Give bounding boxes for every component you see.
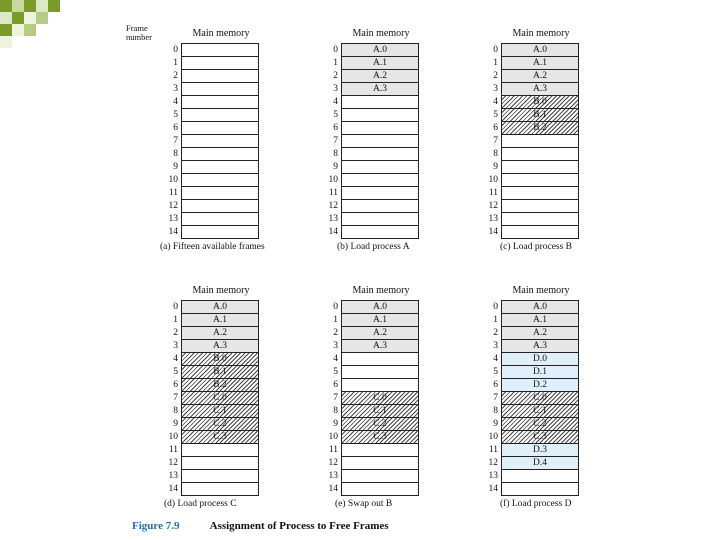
memory-frame — [173, 57, 259, 70]
frame-index: 3 — [493, 341, 498, 351]
page-label: A.3 — [373, 84, 387, 94]
frame-index: 3 — [173, 84, 178, 94]
frame-index: 6 — [173, 123, 178, 133]
frame-index: 4 — [493, 97, 498, 107]
frame-index: 1 — [333, 58, 338, 68]
frame-index: 0 — [173, 302, 178, 312]
frame-index: 12 — [168, 458, 178, 468]
page-label: A.3 — [533, 341, 547, 351]
memory-frame — [493, 161, 579, 174]
frame-index: 14 — [488, 484, 498, 494]
memory-frame — [493, 57, 579, 70]
frame-index: 14 — [168, 227, 178, 237]
page-label: C.2 — [213, 419, 227, 429]
frame-index: 7 — [493, 136, 498, 146]
memory-frame — [493, 148, 579, 161]
memory-frame — [333, 135, 419, 148]
frame-index: 1 — [493, 58, 498, 68]
frame-index: 5 — [333, 367, 338, 377]
frame-list — [488, 300, 579, 496]
page-label: B.0 — [213, 354, 227, 364]
memory-frame — [173, 122, 259, 135]
frame-index: 5 — [173, 367, 178, 377]
memory-frame — [173, 109, 259, 122]
memory-frame — [173, 340, 259, 353]
page-label: A.2 — [533, 328, 547, 338]
page-label: D.2 — [533, 380, 547, 390]
memory-frame — [493, 340, 579, 353]
memory-frame — [173, 392, 259, 405]
memory-frame — [493, 109, 579, 122]
memory-frame — [488, 431, 579, 444]
memory-frame — [173, 314, 259, 327]
memory-frame — [168, 431, 259, 444]
memory-frame — [168, 457, 259, 470]
frame-index: 8 — [333, 406, 338, 416]
memory-frame — [173, 148, 259, 161]
panel-heading: Main memory — [512, 285, 570, 296]
panel-heading: Main memory — [192, 285, 250, 296]
memory-frame — [493, 44, 579, 57]
memory-frame — [328, 457, 419, 470]
frame-index: 9 — [173, 419, 178, 429]
frame-index: 1 — [493, 315, 498, 325]
frame-list — [488, 43, 579, 239]
memory-frame — [173, 379, 259, 392]
frame-index: 14 — [168, 484, 178, 494]
frame-index: 6 — [333, 380, 338, 390]
memory-frame — [488, 213, 579, 226]
memory-frame — [168, 444, 259, 457]
panel-caption-c: (c) Load process B — [500, 242, 573, 252]
memory-frame — [493, 70, 579, 83]
memory-frame — [333, 148, 419, 161]
memory-frame — [333, 301, 419, 314]
panel-caption-d: (d) Load process C — [164, 499, 237, 509]
memory-frame — [168, 200, 259, 213]
memory-frame — [333, 379, 419, 392]
frame-index: 14 — [328, 484, 338, 494]
frame-index: 7 — [493, 393, 498, 403]
memory-frame — [173, 366, 259, 379]
page-label: B.1 — [533, 110, 547, 120]
panel-caption-a: (a) Fifteen available frames — [160, 242, 265, 252]
frame-index: 2 — [333, 328, 338, 338]
memory-frame — [173, 70, 259, 83]
frame-index: 11 — [168, 445, 178, 455]
panel-caption-f: (f) Load process D — [500, 499, 572, 509]
memory-frame — [333, 366, 419, 379]
frame-index: 7 — [333, 393, 338, 403]
frame-index: 8 — [493, 149, 498, 159]
memory-frame — [328, 187, 419, 200]
panel-caption-e: (e) Swap out B — [335, 499, 393, 509]
frame-index: 11 — [328, 445, 338, 455]
page-label: A.0 — [213, 302, 227, 312]
memory-frame — [333, 405, 419, 418]
memory-frame — [493, 418, 579, 431]
frame-list — [168, 43, 259, 239]
memory-frame — [168, 226, 259, 239]
memory-frame — [488, 187, 579, 200]
frame-index: 8 — [173, 406, 178, 416]
frame-index: 9 — [333, 162, 338, 172]
memory-frame — [333, 83, 419, 96]
page-label: D.0 — [533, 354, 547, 364]
memory-frame — [333, 340, 419, 353]
memory-frame — [333, 314, 419, 327]
memory-frame — [493, 83, 579, 96]
page-label: A.0 — [533, 302, 547, 312]
memory-frame — [488, 226, 579, 239]
page-label: C.3 — [533, 432, 547, 442]
memory-frame — [328, 200, 419, 213]
page-label: C.1 — [373, 406, 387, 416]
page-label: C.1 — [533, 406, 547, 416]
frame-index: 2 — [173, 328, 178, 338]
page-label: A.0 — [373, 45, 387, 55]
page-label: A.0 — [373, 302, 387, 312]
page-label: A.1 — [373, 58, 387, 68]
frame-index: 13 — [328, 471, 338, 481]
frame-index: 4 — [333, 97, 338, 107]
memory-frame — [328, 213, 419, 226]
page-label: C.2 — [533, 419, 547, 429]
frame-index: 10 — [488, 175, 498, 185]
frame-index: 2 — [173, 71, 178, 81]
figure-number: Figure 7.9 — [132, 520, 180, 532]
frame-index: 6 — [493, 123, 498, 133]
page-label: C.3 — [373, 432, 387, 442]
page-label: B.1 — [213, 367, 227, 377]
memory-frame — [493, 122, 579, 135]
memory-frame — [333, 161, 419, 174]
frame-index: 9 — [493, 419, 498, 429]
memory-frame — [493, 327, 579, 340]
frame-index: 10 — [328, 175, 338, 185]
frame-index: 1 — [173, 58, 178, 68]
panel-heading: Main memory — [192, 28, 250, 39]
memory-frame — [493, 135, 579, 148]
frame-index: 8 — [173, 149, 178, 159]
memory-frame — [493, 96, 579, 109]
page-label: A.2 — [533, 71, 547, 81]
page-label: C.2 — [373, 419, 387, 429]
memory-frame — [333, 70, 419, 83]
memory-frame — [493, 353, 579, 366]
frame-index: 11 — [488, 445, 498, 455]
memory-frame — [333, 96, 419, 109]
memory-frame — [493, 392, 579, 405]
memory-frame — [168, 470, 259, 483]
memory-frame — [328, 444, 419, 457]
memory-frame — [173, 135, 259, 148]
memory-frame — [488, 444, 579, 457]
memory-frame — [328, 431, 419, 444]
memory-frame — [333, 327, 419, 340]
frame-index: 8 — [493, 406, 498, 416]
memory-frame — [488, 470, 579, 483]
frame-index: 10 — [168, 432, 178, 442]
panel-caption-b: (b) Load process A — [337, 242, 410, 252]
frame-index: 8 — [333, 149, 338, 159]
frame-index: 10 — [328, 432, 338, 442]
frame-index: 4 — [173, 354, 178, 364]
page-label: A.2 — [213, 328, 227, 338]
frame-index: 13 — [328, 214, 338, 224]
frame-index: 2 — [333, 71, 338, 81]
page-label: B.2 — [533, 123, 547, 133]
memory-frame — [488, 457, 579, 470]
frame-index: 10 — [168, 175, 178, 185]
frame-index: 2 — [493, 328, 498, 338]
page-label: A.2 — [373, 328, 387, 338]
frame-index: 6 — [333, 123, 338, 133]
frame-index: 13 — [488, 214, 498, 224]
page-label: C.0 — [213, 393, 227, 403]
memory-frame — [333, 109, 419, 122]
memory-frame — [173, 301, 259, 314]
frame-index: 6 — [493, 380, 498, 390]
memory-frame — [493, 366, 579, 379]
frame-index: 10 — [488, 432, 498, 442]
page-label: D.4 — [533, 458, 547, 468]
frame-index: 14 — [488, 227, 498, 237]
page-label: B.0 — [533, 97, 547, 107]
frame-index: 5 — [333, 110, 338, 120]
frame-index: 1 — [173, 315, 178, 325]
memory-frame — [333, 57, 419, 70]
memory-frame — [333, 353, 419, 366]
frame-index: 3 — [493, 84, 498, 94]
memory-frame — [173, 83, 259, 96]
memory-frame — [333, 418, 419, 431]
frame-index: 9 — [333, 419, 338, 429]
frame-index: 4 — [493, 354, 498, 364]
frame-index: 11 — [488, 188, 498, 198]
frame-index: 0 — [333, 45, 338, 55]
memory-frame — [173, 327, 259, 340]
frame-index: 9 — [173, 162, 178, 172]
memory-frame — [488, 483, 579, 496]
page-label: B.2 — [213, 380, 227, 390]
panel-heading: Main memory — [352, 285, 410, 296]
frame-index: 7 — [173, 393, 178, 403]
frame-index: 13 — [168, 471, 178, 481]
memory-frame — [488, 174, 579, 187]
frame-list — [328, 300, 419, 496]
frame-list — [168, 300, 259, 496]
frame-index: 11 — [168, 188, 178, 198]
frame-index: 5 — [173, 110, 178, 120]
frame-index: 7 — [173, 136, 178, 146]
memory-frame — [168, 213, 259, 226]
frame-index: 0 — [173, 45, 178, 55]
frame-index: 14 — [328, 227, 338, 237]
memory-frame — [173, 418, 259, 431]
frame-index: 11 — [328, 188, 338, 198]
memory-frame — [168, 187, 259, 200]
frame-index: 3 — [333, 341, 338, 351]
memory-frame — [333, 392, 419, 405]
page-label: A.3 — [533, 84, 547, 94]
memory-frame — [333, 44, 419, 57]
page-label: A.1 — [373, 315, 387, 325]
memory-frame — [168, 483, 259, 496]
frame-index: 4 — [173, 97, 178, 107]
frame-index: 3 — [173, 341, 178, 351]
page-label: A.1 — [533, 315, 547, 325]
frame-index: 0 — [333, 302, 338, 312]
page-label: A.2 — [373, 71, 387, 81]
frame-index: 5 — [493, 367, 498, 377]
page-label: A.3 — [213, 341, 227, 351]
page-label: C.0 — [373, 393, 387, 403]
page-label: A.0 — [533, 45, 547, 55]
page-label: C.1 — [213, 406, 227, 416]
page-label: C.0 — [533, 393, 547, 403]
page-label: A.3 — [373, 341, 387, 351]
frame-list — [328, 43, 419, 239]
memory-frame — [493, 405, 579, 418]
page-label: D.3 — [533, 445, 547, 455]
frame-index: 5 — [493, 110, 498, 120]
memory-frame — [173, 96, 259, 109]
page-label: D.1 — [533, 367, 547, 377]
panel-heading: Main memory — [352, 28, 410, 39]
memory-frame — [328, 483, 419, 496]
frame-index: 6 — [173, 380, 178, 390]
frame-index: 13 — [488, 471, 498, 481]
memory-frame — [173, 44, 259, 57]
memory-frame — [173, 353, 259, 366]
frame-index: 4 — [333, 354, 338, 364]
frame-index: 1 — [333, 315, 338, 325]
memory-frame — [328, 226, 419, 239]
page-label: C.3 — [213, 432, 227, 442]
memory-frame — [493, 379, 579, 392]
memory-frame — [173, 161, 259, 174]
frame-index: 0 — [493, 45, 498, 55]
frame-index: 7 — [333, 136, 338, 146]
frame-index: 12 — [328, 458, 338, 468]
frame-index: 12 — [328, 201, 338, 211]
memory-frame — [173, 405, 259, 418]
figure-caption — [132, 520, 389, 532]
frame-index: 12 — [168, 201, 178, 211]
frame-index: 2 — [493, 71, 498, 81]
frame-index: 12 — [488, 458, 498, 468]
frame-index: 13 — [168, 214, 178, 224]
panel-heading: Main memory — [512, 28, 570, 39]
frame-index: 3 — [333, 84, 338, 94]
memory-frame — [493, 301, 579, 314]
figure-title: Assignment of Process to Free Frames — [209, 520, 389, 532]
page-label: A.1 — [533, 58, 547, 68]
memory-frame — [328, 174, 419, 187]
memory-frame — [488, 200, 579, 213]
frame-index: 0 — [493, 302, 498, 312]
page-label: A.1 — [213, 315, 227, 325]
memory-frame — [333, 122, 419, 135]
frame-number-label: Frame number — [126, 23, 152, 42]
frame-index: 9 — [493, 162, 498, 172]
frame-index: 12 — [488, 201, 498, 211]
memory-frame — [493, 314, 579, 327]
memory-frame — [168, 174, 259, 187]
memory-frame — [328, 470, 419, 483]
